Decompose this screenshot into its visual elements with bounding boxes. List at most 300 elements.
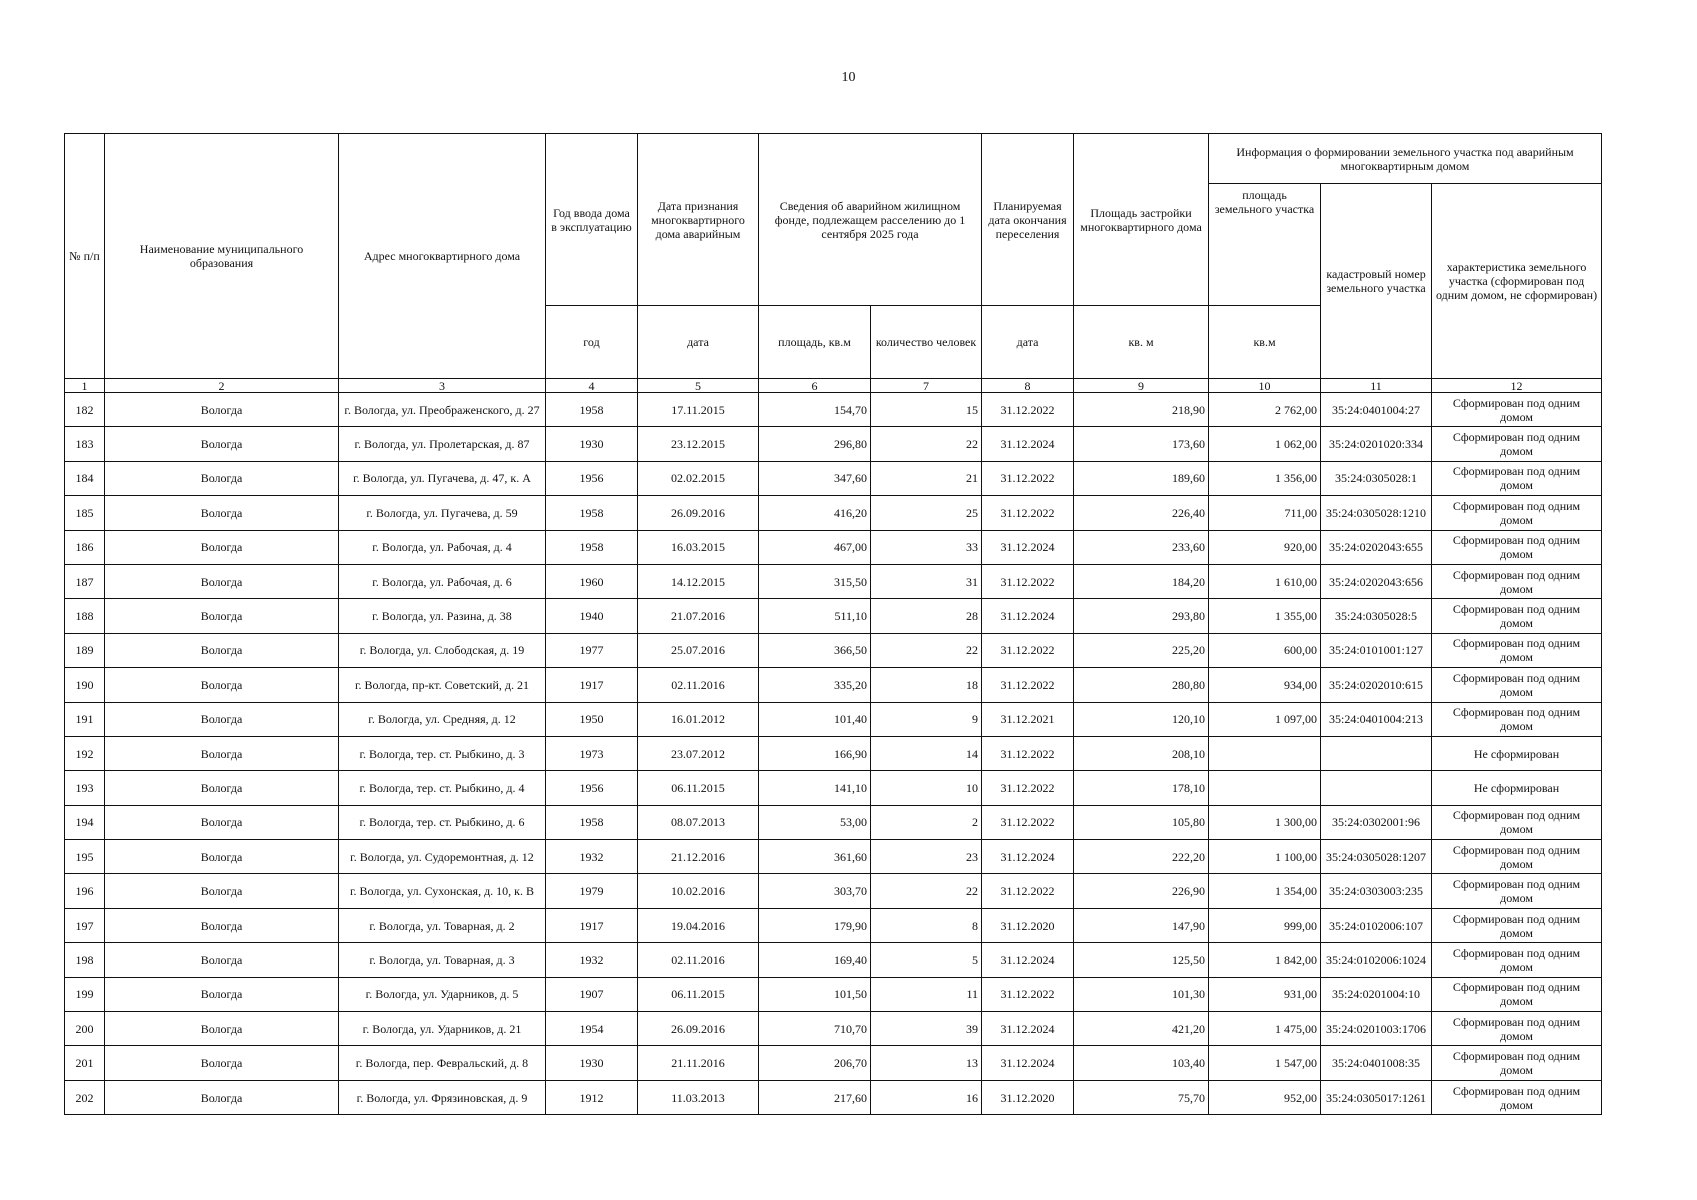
row-land-characteristic: Сформирован под одним домом: [1432, 461, 1602, 495]
table-row: [65, 840, 1602, 874]
row-commission-year: 1977: [546, 633, 638, 667]
row-cadastral-number: 35:24:0202043:655: [1321, 530, 1432, 564]
row-address: г. Вологда, ул. Ударников, д. 21: [339, 1012, 546, 1046]
row-address: г. Вологда, тер. ст. Рыбкино, д. 3: [339, 736, 546, 770]
unit-building-area: кв. м: [1074, 306, 1209, 379]
row-planned-date: 31.12.2024: [982, 427, 1074, 461]
row-municipality: Вологда: [105, 736, 339, 770]
row-municipality: Вологда: [105, 427, 339, 461]
row-fund-area: 467,00: [759, 530, 871, 564]
row-building-area: 173,60: [1074, 427, 1209, 461]
row-land-area: 934,00: [1209, 668, 1321, 702]
row-planned-date: 31.12.2022: [982, 977, 1074, 1011]
row-municipality: Вологда: [105, 1080, 339, 1114]
row-number: 202: [65, 1080, 105, 1114]
table-row: [65, 668, 1602, 702]
table-row: [65, 530, 1602, 564]
row-planned-date: 31.12.2022: [982, 771, 1074, 805]
row-cadastral-number: 35:24:0302001:96: [1321, 805, 1432, 839]
row-land-area: 1 062,00: [1209, 427, 1321, 461]
row-number: 201: [65, 1046, 105, 1080]
column-number: 2: [105, 379, 339, 393]
row-emergency-date: 02.11.2016: [638, 668, 759, 702]
row-land-characteristic: Сформирован под одним домом: [1432, 1046, 1602, 1080]
row-municipality: Вологда: [105, 393, 339, 427]
row-number: 198: [65, 943, 105, 977]
row-address: г. Вологда, пер. Февральский, д. 8: [339, 1046, 546, 1080]
table-row: [65, 702, 1602, 736]
row-planned-date: 31.12.2024: [982, 1012, 1074, 1046]
row-building-area: 293,80: [1074, 599, 1209, 633]
table-body: [65, 393, 1602, 1115]
row-planned-date: 31.12.2020: [982, 908, 1074, 942]
row-people-count: 22: [871, 427, 982, 461]
page-number: 10: [841, 70, 856, 85]
row-fund-area: 416,20: [759, 496, 871, 530]
row-municipality: Вологда: [105, 702, 339, 736]
row-fund-area: 347,60: [759, 461, 871, 495]
header-address: Адрес многоквартирного дома: [339, 134, 546, 379]
row-fund-area: 217,60: [759, 1080, 871, 1114]
row-people-count: 10: [871, 771, 982, 805]
row-people-count: 9: [871, 702, 982, 736]
row-commission-year: 1932: [546, 840, 638, 874]
row-address: г. Вологда, ул. Рабочая, д. 6: [339, 564, 546, 598]
table-row: [65, 461, 1602, 495]
row-land-area: 920,00: [1209, 530, 1321, 564]
row-address: г. Вологда, тер. ст. Рыбкино, д. 4: [339, 771, 546, 805]
row-cadastral-number: 35:24:0201020:334: [1321, 427, 1432, 461]
row-address: г. Вологда, ул. Пролетарская, д. 87: [339, 427, 546, 461]
row-number: 199: [65, 977, 105, 1011]
row-cadastral-number: 35:24:0102006:1024: [1321, 943, 1432, 977]
row-planned-date: 31.12.2022: [982, 874, 1074, 908]
row-cadastral-number: 35:24:0305017:1261: [1321, 1080, 1432, 1114]
row-land-characteristic: Сформирован под одним домом: [1432, 564, 1602, 598]
row-cadastral-number: [1321, 736, 1432, 770]
row-municipality: Вологда: [105, 668, 339, 702]
row-land-area: 1 842,00: [1209, 943, 1321, 977]
column-number: 1: [65, 379, 105, 393]
column-number: 8: [982, 379, 1074, 393]
row-address: г. Вологда, ул. Товарная, д. 2: [339, 908, 546, 942]
row-people-count: 21: [871, 461, 982, 495]
row-fund-area: 154,70: [759, 393, 871, 427]
row-address: г. Вологда, ул. Пугачева, д. 59: [339, 496, 546, 530]
row-fund-area: 366,50: [759, 633, 871, 667]
row-people-count: 18: [871, 668, 982, 702]
row-number: 189: [65, 633, 105, 667]
table-header: [65, 134, 1602, 393]
row-building-area: 421,20: [1074, 1012, 1209, 1046]
table-row: [65, 1080, 1602, 1114]
row-planned-date: 31.12.2022: [982, 393, 1074, 427]
row-address: г. Вологда, ул. Средняя, д. 12: [339, 702, 546, 736]
table-row: [65, 908, 1602, 942]
row-land-characteristic: Сформирован под одним домом: [1432, 633, 1602, 667]
row-land-area: 1 300,00: [1209, 805, 1321, 839]
row-address: г. Вологда, ул. Разина, д. 38: [339, 599, 546, 633]
row-land-characteristic: Сформирован под одним домом: [1432, 805, 1602, 839]
row-land-characteristic: Сформирован под одним домом: [1432, 702, 1602, 736]
row-emergency-date: 17.11.2015: [638, 393, 759, 427]
row-planned-date: 31.12.2024: [982, 1046, 1074, 1080]
row-emergency-date: 02.02.2015: [638, 461, 759, 495]
header-land-plot-group: Информация о формировании земельного участка под аварийным многоквартирным домом: [1209, 134, 1602, 184]
table-row: [65, 1046, 1602, 1080]
header-land-area: площадь земельного участка: [1209, 184, 1321, 306]
unit-people: количество человек: [871, 306, 982, 379]
row-building-area: 218,90: [1074, 393, 1209, 427]
row-land-characteristic: Сформирован под одним домом: [1432, 496, 1602, 530]
row-municipality: Вологда: [105, 564, 339, 598]
row-municipality: Вологда: [105, 840, 339, 874]
row-commission-year: 1973: [546, 736, 638, 770]
row-land-characteristic: Сформирован под одним домом: [1432, 977, 1602, 1011]
row-commission-year: 1958: [546, 393, 638, 427]
row-planned-date: 31.12.2022: [982, 805, 1074, 839]
row-cadastral-number: 35:24:0202043:656: [1321, 564, 1432, 598]
row-number: 193: [65, 771, 105, 805]
row-emergency-date: 10.02.2016: [638, 874, 759, 908]
row-municipality: Вологда: [105, 633, 339, 667]
header-cadastral-number: кадастровый номер земельного участка: [1321, 184, 1432, 379]
table-row: [65, 874, 1602, 908]
row-cadastral-number: 35:24:0305028:1: [1321, 461, 1432, 495]
row-land-area: 931,00: [1209, 977, 1321, 1011]
table-row: [65, 599, 1602, 633]
row-municipality: Вологда: [105, 1012, 339, 1046]
row-cadastral-number: 35:24:0102006:107: [1321, 908, 1432, 942]
table-row: [65, 393, 1602, 427]
row-commission-year: 1954: [546, 1012, 638, 1046]
row-municipality: Вологда: [105, 977, 339, 1011]
row-fund-area: 361,60: [759, 840, 871, 874]
unit-date: дата: [638, 306, 759, 379]
row-people-count: 28: [871, 599, 982, 633]
row-fund-area: 179,90: [759, 908, 871, 942]
row-land-area: 1 356,00: [1209, 461, 1321, 495]
row-cadastral-number: 35:24:0401008:35: [1321, 1046, 1432, 1080]
row-cadastral-number: 35:24:0401004:213: [1321, 702, 1432, 736]
row-cadastral-number: 35:24:0305028:5: [1321, 599, 1432, 633]
row-emergency-date: 11.03.2013: [638, 1080, 759, 1114]
row-land-area: [1209, 736, 1321, 770]
row-building-area: 147,90: [1074, 908, 1209, 942]
row-municipality: Вологда: [105, 530, 339, 564]
row-emergency-date: 08.07.2013: [638, 805, 759, 839]
row-land-characteristic: Сформирован под одним домом: [1432, 874, 1602, 908]
table-row: [65, 805, 1602, 839]
row-land-characteristic: Не сформирован: [1432, 736, 1602, 770]
row-fund-area: 710,70: [759, 1012, 871, 1046]
table-row: [65, 977, 1602, 1011]
column-number: 11: [1321, 379, 1432, 393]
column-number: 5: [638, 379, 759, 393]
row-address: г. Вологда, ул. Товарная, д. 3: [339, 943, 546, 977]
table-row: [65, 771, 1602, 805]
row-cadastral-number: 35:24:0201004:10: [1321, 977, 1432, 1011]
row-people-count: 25: [871, 496, 982, 530]
row-emergency-date: 21.07.2016: [638, 599, 759, 633]
row-emergency-date: 21.12.2016: [638, 840, 759, 874]
row-number: 192: [65, 736, 105, 770]
row-number: 183: [65, 427, 105, 461]
column-number: 12: [1432, 379, 1602, 393]
emergency-housing-table: [64, 133, 1602, 1115]
row-planned-date: 31.12.2021: [982, 702, 1074, 736]
row-fund-area: 53,00: [759, 805, 871, 839]
row-fund-area: 169,40: [759, 943, 871, 977]
row-people-count: 23: [871, 840, 982, 874]
row-address: г. Вологда, ул. Судоремонтная, д. 12: [339, 840, 546, 874]
row-cadastral-number: 35:24:0401004:27: [1321, 393, 1432, 427]
row-planned-date: 31.12.2020: [982, 1080, 1074, 1114]
row-commission-year: 1907: [546, 977, 638, 1011]
table-row: [65, 496, 1602, 530]
row-commission-year: 1930: [546, 427, 638, 461]
row-people-count: 31: [871, 564, 982, 598]
header-emergency-date: Дата признания многоквартирного дома аварийным: [638, 134, 759, 306]
row-land-characteristic: Сформирован под одним домом: [1432, 393, 1602, 427]
unit-planned-date: дата: [982, 306, 1074, 379]
row-people-count: 16: [871, 1080, 982, 1114]
row-planned-date: 31.12.2024: [982, 530, 1074, 564]
row-land-area: 1 097,00: [1209, 702, 1321, 736]
row-fund-area: 511,10: [759, 599, 871, 633]
column-number: 3: [339, 379, 546, 393]
column-numbers-row: [65, 379, 1602, 393]
row-people-count: 5: [871, 943, 982, 977]
row-address: г. Вологда, ул. Рабочая, д. 4: [339, 530, 546, 564]
table-row: [65, 1012, 1602, 1046]
header-building-area: Площадь застройки многоквартирного дома: [1074, 134, 1209, 306]
row-building-area: 184,20: [1074, 564, 1209, 598]
row-municipality: Вологда: [105, 908, 339, 942]
unit-land-area: кв.м: [1209, 306, 1321, 379]
row-commission-year: 1958: [546, 805, 638, 839]
row-number: 195: [65, 840, 105, 874]
row-building-area: 226,40: [1074, 496, 1209, 530]
row-planned-date: 31.12.2024: [982, 840, 1074, 874]
row-number: 188: [65, 599, 105, 633]
row-emergency-date: 21.11.2016: [638, 1046, 759, 1080]
unit-year: год: [546, 306, 638, 379]
table-row: [65, 736, 1602, 770]
column-number: 9: [1074, 379, 1209, 393]
row-building-area: 208,10: [1074, 736, 1209, 770]
row-building-area: 233,60: [1074, 530, 1209, 564]
row-fund-area: 303,70: [759, 874, 871, 908]
row-people-count: 22: [871, 874, 982, 908]
unit-area: площадь, кв.м: [759, 306, 871, 379]
row-land-characteristic: Не сформирован: [1432, 771, 1602, 805]
row-land-area: [1209, 771, 1321, 805]
header-commission-year: Год ввода дома в эксплуатацию: [546, 134, 638, 306]
row-cadastral-number: 35:24:0303003:235: [1321, 874, 1432, 908]
row-land-area: 1 354,00: [1209, 874, 1321, 908]
row-people-count: 13: [871, 1046, 982, 1080]
row-planned-date: 31.12.2022: [982, 668, 1074, 702]
row-land-area: 1 355,00: [1209, 599, 1321, 633]
row-planned-date: 31.12.2022: [982, 461, 1074, 495]
row-planned-date: 31.12.2022: [982, 633, 1074, 667]
row-commission-year: 1912: [546, 1080, 638, 1114]
row-number: 197: [65, 908, 105, 942]
row-building-area: 75,70: [1074, 1080, 1209, 1114]
row-commission-year: 1932: [546, 943, 638, 977]
row-municipality: Вологда: [105, 461, 339, 495]
row-cadastral-number: 35:24:0101001:127: [1321, 633, 1432, 667]
row-land-characteristic: Сформирован под одним домом: [1432, 908, 1602, 942]
row-building-area: 226,90: [1074, 874, 1209, 908]
row-land-area: 1 475,00: [1209, 1012, 1321, 1046]
row-emergency-date: 06.11.2015: [638, 977, 759, 1011]
row-fund-area: 166,90: [759, 736, 871, 770]
row-emergency-date: 14.12.2015: [638, 564, 759, 598]
row-number: 194: [65, 805, 105, 839]
row-building-area: 280,80: [1074, 668, 1209, 702]
row-municipality: Вологда: [105, 599, 339, 633]
row-land-area: 600,00: [1209, 633, 1321, 667]
row-emergency-date: 23.12.2015: [638, 427, 759, 461]
header-number: № п/п: [65, 134, 105, 379]
row-land-characteristic: Сформирован под одним домом: [1432, 599, 1602, 633]
row-emergency-date: 26.09.2016: [638, 496, 759, 530]
row-address: г. Вологда, пр-кт. Советский, д. 21: [339, 668, 546, 702]
row-building-area: 178,10: [1074, 771, 1209, 805]
table-row: [65, 427, 1602, 461]
row-cadastral-number: 35:24:0305028:1207: [1321, 840, 1432, 874]
row-number: 184: [65, 461, 105, 495]
table-row: [65, 564, 1602, 598]
row-people-count: 39: [871, 1012, 982, 1046]
row-commission-year: 1950: [546, 702, 638, 736]
row-commission-year: 1917: [546, 908, 638, 942]
row-land-characteristic: Сформирован под одним домом: [1432, 840, 1602, 874]
row-land-characteristic: Сформирован под одним домом: [1432, 943, 1602, 977]
row-commission-year: 1917: [546, 668, 638, 702]
row-land-characteristic: Сформирован под одним домом: [1432, 427, 1602, 461]
row-land-characteristic: Сформирован под одним домом: [1432, 1012, 1602, 1046]
row-land-area: 952,00: [1209, 1080, 1321, 1114]
row-fund-area: 335,20: [759, 668, 871, 702]
row-number: 182: [65, 393, 105, 427]
row-building-area: 105,80: [1074, 805, 1209, 839]
column-number: 7: [871, 379, 982, 393]
row-people-count: 2: [871, 805, 982, 839]
row-emergency-date: 06.11.2015: [638, 771, 759, 805]
row-building-area: 125,50: [1074, 943, 1209, 977]
row-commission-year: 1958: [546, 496, 638, 530]
row-emergency-date: 25.07.2016: [638, 633, 759, 667]
row-municipality: Вологда: [105, 1046, 339, 1080]
row-commission-year: 1979: [546, 874, 638, 908]
row-building-area: 189,60: [1074, 461, 1209, 495]
row-people-count: 14: [871, 736, 982, 770]
row-land-area: 1 610,00: [1209, 564, 1321, 598]
row-number: 190: [65, 668, 105, 702]
row-commission-year: 1960: [546, 564, 638, 598]
column-number: 4: [546, 379, 638, 393]
row-building-area: 222,20: [1074, 840, 1209, 874]
row-land-area: 711,00: [1209, 496, 1321, 530]
row-land-characteristic: Сформирован под одним домом: [1432, 1080, 1602, 1114]
row-emergency-date: 02.11.2016: [638, 943, 759, 977]
row-municipality: Вологда: [105, 805, 339, 839]
row-municipality: Вологда: [105, 943, 339, 977]
row-people-count: 33: [871, 530, 982, 564]
row-planned-date: 31.12.2022: [982, 496, 1074, 530]
row-address: г. Вологда, ул. Слободская, д. 19: [339, 633, 546, 667]
row-emergency-date: 19.04.2016: [638, 908, 759, 942]
row-building-area: 120,10: [1074, 702, 1209, 736]
row-land-characteristic: Сформирован под одним домом: [1432, 668, 1602, 702]
row-commission-year: 1956: [546, 461, 638, 495]
row-number: 200: [65, 1012, 105, 1046]
header-planned-date: Планируемая дата окончания переселения: [982, 134, 1074, 306]
row-planned-date: 31.12.2024: [982, 599, 1074, 633]
header-emergency-fund: Сведения об аварийном жилищном фонде, подлежащем расселению до 1 сентября 2025 года: [759, 134, 982, 306]
row-cadastral-number: 35:24:0201003:1706: [1321, 1012, 1432, 1046]
row-address: г. Вологда, ул. Фрязиновская, д. 9: [339, 1080, 546, 1114]
column-number: 10: [1209, 379, 1321, 393]
row-land-area: 2 762,00: [1209, 393, 1321, 427]
row-cadastral-number: [1321, 771, 1432, 805]
row-people-count: 15: [871, 393, 982, 427]
row-people-count: 22: [871, 633, 982, 667]
header-municipality: Наименование муниципального образования: [105, 134, 339, 379]
row-fund-area: 101,40: [759, 702, 871, 736]
row-address: г. Вологда, тер. ст. Рыбкино, д. 6: [339, 805, 546, 839]
row-emergency-date: 16.03.2015: [638, 530, 759, 564]
row-commission-year: 1956: [546, 771, 638, 805]
row-people-count: 11: [871, 977, 982, 1011]
row-fund-area: 315,50: [759, 564, 871, 598]
row-fund-area: 206,70: [759, 1046, 871, 1080]
row-emergency-date: 26.09.2016: [638, 1012, 759, 1046]
row-address: г. Вологда, ул. Ударников, д. 5: [339, 977, 546, 1011]
row-number: 186: [65, 530, 105, 564]
row-number: 196: [65, 874, 105, 908]
row-people-count: 8: [871, 908, 982, 942]
row-emergency-date: 16.01.2012: [638, 702, 759, 736]
row-building-area: 225,20: [1074, 633, 1209, 667]
row-municipality: Вологда: [105, 874, 339, 908]
row-planned-date: 31.12.2022: [982, 736, 1074, 770]
row-cadastral-number: 35:24:0202010:615: [1321, 668, 1432, 702]
header-land-characteristic: характеристика земельного участка (сформирован под одним домом, не сформирован): [1432, 184, 1602, 379]
row-address: г. Вологда, ул. Пугачева, д. 47, к. А: [339, 461, 546, 495]
row-commission-year: 1940: [546, 599, 638, 633]
row-fund-area: 101,50: [759, 977, 871, 1011]
row-emergency-date: 23.07.2012: [638, 736, 759, 770]
row-fund-area: 141,10: [759, 771, 871, 805]
row-municipality: Вологда: [105, 496, 339, 530]
row-building-area: 103,40: [1074, 1046, 1209, 1080]
table-row: [65, 943, 1602, 977]
row-commission-year: 1930: [546, 1046, 638, 1080]
row-cadastral-number: 35:24:0305028:1210: [1321, 496, 1432, 530]
row-municipality: Вологда: [105, 771, 339, 805]
row-land-area: 999,00: [1209, 908, 1321, 942]
row-number: 191: [65, 702, 105, 736]
row-address: г. Вологда, ул. Сухонская, д. 10, к. В: [339, 874, 546, 908]
row-fund-area: 296,80: [759, 427, 871, 461]
column-number: 6: [759, 379, 871, 393]
row-land-area: 1 100,00: [1209, 840, 1321, 874]
row-commission-year: 1958: [546, 530, 638, 564]
